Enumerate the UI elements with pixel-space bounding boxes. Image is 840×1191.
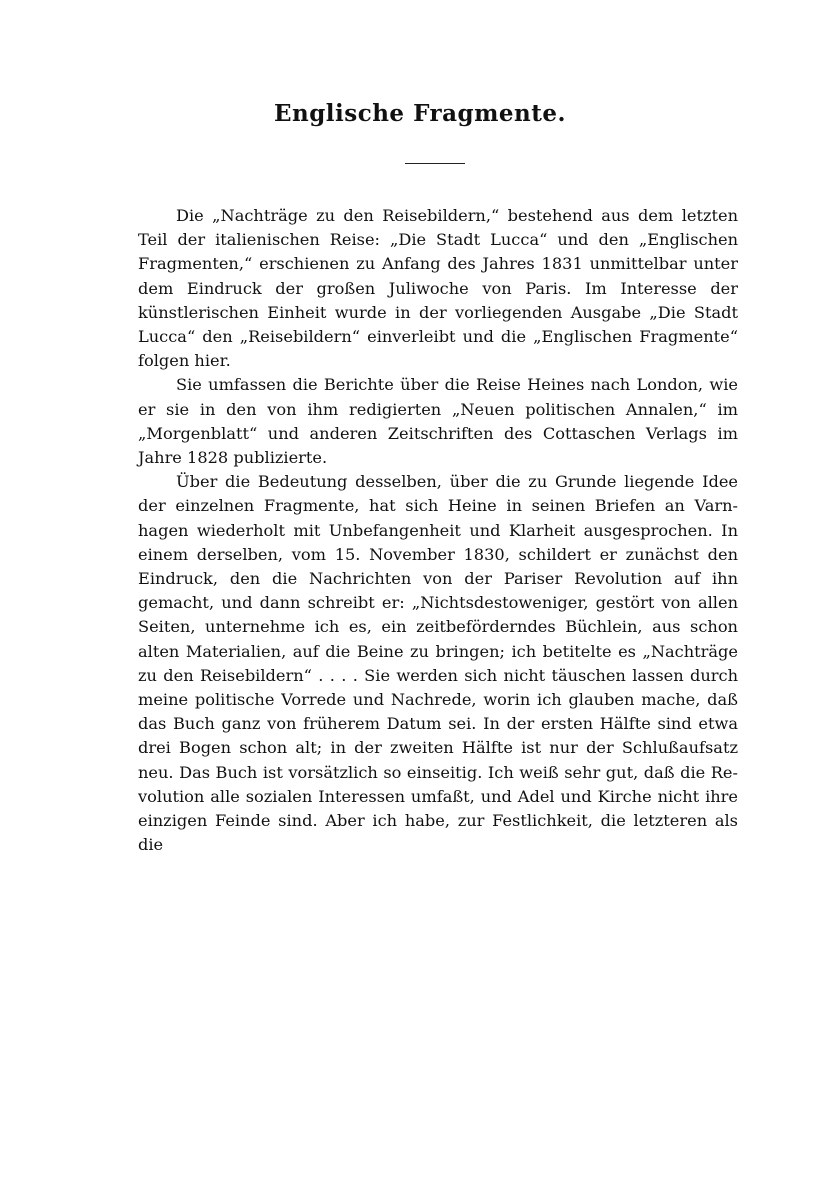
page-title: Englische Fragmente. [273,100,567,127]
paragraph-2: Sie umfassen die Berichte über die Reise Heines nach London, wie er sie in den von ihm redigierten „Neuen politischen Annalen,“ im „Morgenblatt“ und anderen Zeitschriften des Cottaschen Verlags im Jahre 1828 publizierte. [138,375,738,468]
paragraph-1: Die „Nachträge zu den Reisebildern,“ bestehend aus dem letzten Teil der italienischen Reise: „Die Stadt Lucca“ und den „Englischen Fragmenten,“ erschienen zu Anfang des Jahres 1831 unmittelbar unter dem Eindruck der großen Juliwoche von Paris. Im Interesse der künstlerischen Einheit wurde in der vorliegenden Ausgabe „Die Stadt Lucca“ den „Reisebildern“ einverleibt und die „Englischen Fragmente“ folgen hier. [138,206,738,371]
body-text [138,204,738,857]
paragraph-3: Über die Bedeutung desselben, über die zu Grunde liegende Idee der einzelnen Fragmente, hat sich Heine in seinen Briefen an Varnhagen wiederholt mit Unbefangenheit und Klarheit ausgesprochen. In einem derselben, vom 15. November 1830, schildert er zunächst den Eindruck, den die Nachrichten von der Pariser Revolution auf ihn gemacht, und dann schreibt er: „Nichtsdestoweniger, gestört von allen Seiten, unternehme ich es, ein zeitbeförderndes Büchlein, aus schon alten Materialien, auf die Beine zu bringen; ich betitelte es „Nachträge zu den Reisebildern“ . . . . Sie werden sich nicht täuschen lassen durch meine politische Vorrede und Nachrede, worin ich glauben mache, daß das Buch ganz von früherem Datum sei. In der ersten Hälfte sind etwa drei Bogen schon alt; in der zweiten Hälfte ist nur der Schlußaufsatz neu. Das Buch ist vorsätzlich so einseitig. Ich weiß sehr gut, daß die Revolution alle sozialen Interessen umfaßt, und Adel und Kirche nicht ihre einzigen Feinde sind. Aber ich habe, zur Festlichkeit, die letzteren als die [138,472,738,855]
title-divider [405,163,465,164]
